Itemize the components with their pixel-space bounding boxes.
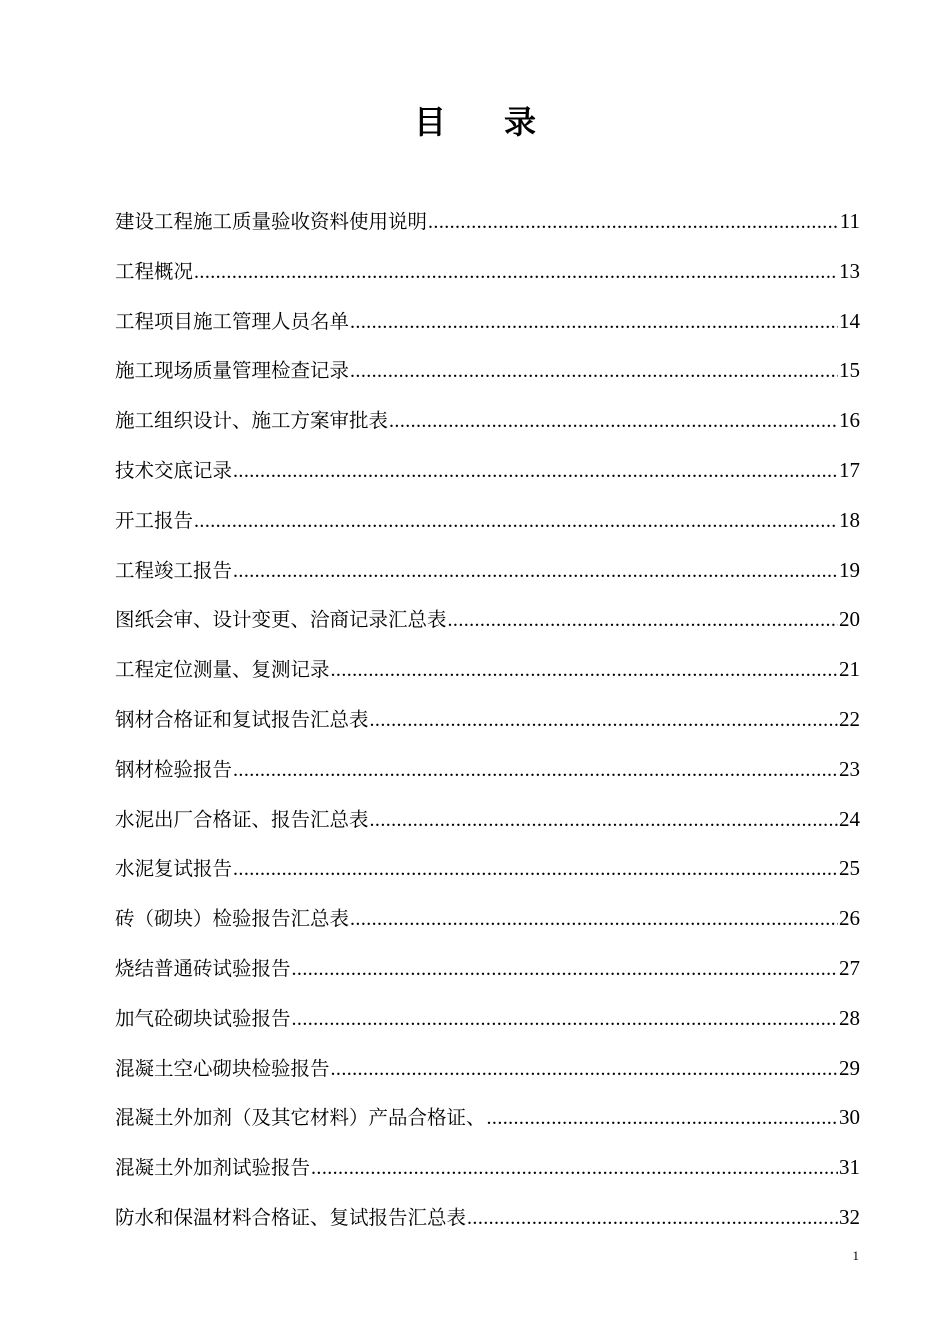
toc-entry-label: 工程竣工报告 (115, 558, 233, 582)
toc-entry[interactable] (115, 1096, 860, 1146)
toc-entry[interactable] (115, 449, 860, 499)
toc-entry-label: 水泥出厂合格证、报告汇总表 (115, 807, 369, 831)
toc-entry-label: 烧结普通砖试验报告 (115, 956, 291, 980)
toc-dot-leader (389, 400, 838, 442)
toc-entry[interactable] (115, 250, 860, 300)
table-of-contents (115, 200, 860, 1246)
toc-entry-label: 图纸会审、设计变更、洽商记录汇总表 (115, 608, 447, 632)
toc-entry-label: 建设工程施工质量验收资料使用说明 (115, 210, 428, 233)
toc-entry-page: 16 (839, 408, 860, 433)
toc-dot-leader (448, 599, 838, 641)
toc-entry-page: 23 (839, 756, 860, 781)
toc-dot-leader (487, 1097, 838, 1139)
toc-entry[interactable] (115, 399, 860, 449)
toc-dot-leader (350, 898, 838, 940)
toc-entry-label: 开工报告 (115, 508, 194, 532)
toc-entry[interactable] (115, 1146, 860, 1196)
toc-entry-page: 27 (839, 955, 860, 980)
toc-entry-page: 24 (839, 806, 860, 831)
toc-entry-label: 砖（砌块）检验报告汇总表 (115, 907, 350, 931)
toc-entry-page: 22 (839, 706, 860, 731)
toc-entry-page: 20 (839, 607, 860, 632)
toc-entry-label: 防水和保温材料合格证、复试报告汇总表 (115, 1205, 467, 1229)
toc-entry-page: 15 (839, 358, 860, 383)
toc-entry-page: 25 (839, 856, 860, 881)
toc-entry-label: 施工组织设计、施工方案审批表 (115, 409, 389, 433)
toc-entry[interactable] (115, 598, 860, 648)
toc-entry-label: 混凝土外加剂试验报告 (115, 1156, 311, 1180)
title-char-2: 录 (504, 103, 537, 141)
toc-entry-page: 32 (839, 1204, 860, 1229)
toc-dot-leader (311, 1147, 838, 1189)
toc-entry-page: 13 (839, 258, 860, 283)
toc-entry[interactable] (115, 698, 860, 748)
toc-entry-page: 11 (839, 209, 860, 233)
toc-dot-leader (370, 699, 838, 741)
toc-dot-leader (370, 799, 838, 841)
toc-dot-leader (194, 500, 838, 542)
toc-entry[interactable] (115, 349, 860, 399)
toc-entry[interactable] (115, 1196, 860, 1246)
toc-dot-leader (467, 1197, 838, 1239)
toc-entry-page: 26 (839, 906, 860, 931)
toc-dot-leader (292, 998, 838, 1040)
toc-entry[interactable] (115, 947, 860, 997)
toc-dot-leader (331, 649, 838, 691)
title-char-1: 目 (413, 103, 446, 141)
toc-entry-page: 29 (839, 1055, 860, 1080)
toc-entry-page: 31 (839, 1155, 860, 1180)
toc-entry[interactable] (115, 748, 860, 798)
toc-entry-page: 30 (839, 1105, 860, 1130)
toc-entry-label: 工程项目施工管理人员名单 (115, 309, 350, 333)
page-title (0, 100, 950, 144)
toc-entry-label: 水泥复试报告 (115, 857, 233, 881)
toc-entry-label: 加气砼砌块试验报告 (115, 1006, 291, 1030)
toc-entry[interactable] (115, 847, 860, 897)
toc-entry[interactable] (115, 897, 860, 947)
toc-entry-label: 技术交底记录 (115, 458, 233, 482)
toc-entry-page: 19 (839, 557, 860, 582)
toc-dot-leader (350, 301, 838, 343)
toc-entry-label: 施工现场质量管理检查记录 (115, 359, 350, 383)
toc-entry-page: 28 (839, 1005, 860, 1030)
toc-entry[interactable] (115, 200, 860, 250)
toc-entry-label: 工程概况 (115, 259, 194, 283)
toc-entry[interactable] (115, 549, 860, 599)
toc-dot-leader (292, 948, 838, 990)
toc-entry-page: 18 (839, 507, 860, 532)
toc-entry[interactable] (115, 648, 860, 698)
toc-entry-page: 14 (839, 308, 860, 333)
toc-entry-label: 混凝土空心砌块检验报告 (115, 1056, 330, 1080)
toc-entry[interactable] (115, 1047, 860, 1097)
toc-entry-label: 钢材检验报告 (115, 757, 233, 781)
toc-dot-leader (350, 350, 838, 392)
toc-entry[interactable] (115, 798, 860, 848)
toc-entry-page: 17 (839, 457, 860, 482)
toc-dot-leader (331, 1048, 838, 1090)
toc-entry-page: 21 (839, 657, 860, 682)
toc-dot-leader (194, 251, 838, 293)
toc-entry-label: 工程定位测量、复测记录 (115, 658, 330, 682)
toc-dot-leader (233, 848, 838, 890)
toc-dot-leader (233, 450, 838, 492)
footer-page-number: 1 (852, 1248, 859, 1263)
toc-dot-leader (233, 749, 838, 791)
toc-entry[interactable] (115, 300, 860, 350)
toc-dot-leader (428, 201, 839, 243)
toc-entry[interactable] (115, 997, 860, 1047)
toc-entry[interactable] (115, 499, 860, 549)
toc-entry-label: 混凝土外加剂（及其它材料）产品合格证、 (115, 1106, 486, 1130)
toc-entry-label: 钢材合格证和复试报告汇总表 (115, 707, 369, 731)
toc-dot-leader (233, 550, 838, 592)
